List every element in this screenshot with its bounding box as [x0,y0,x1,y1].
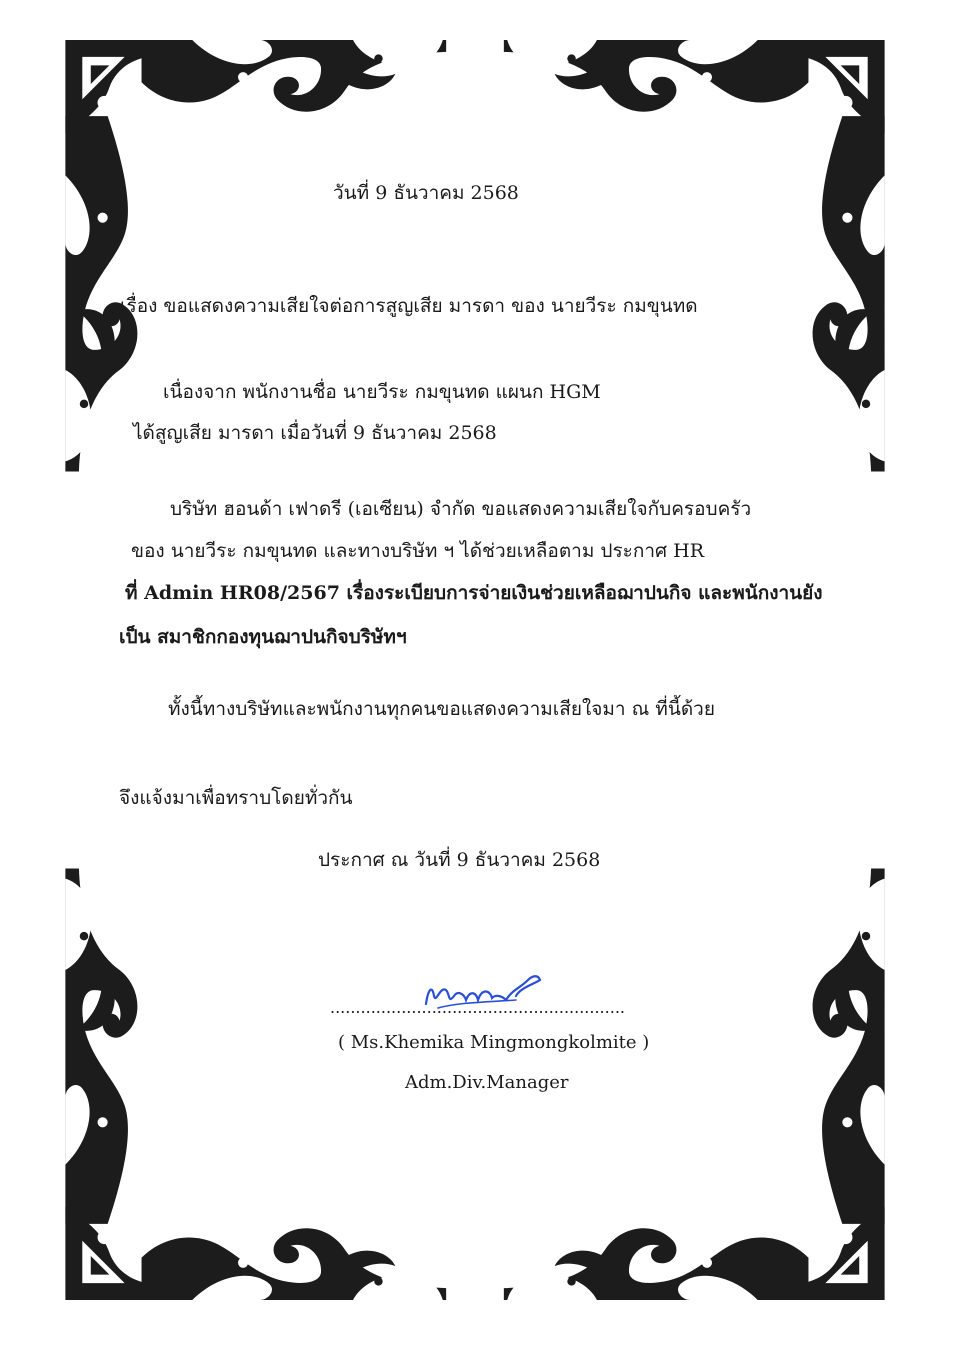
announcement-date: ประกาศ ณ วันที่ 9 ธันวาคม 2568 [318,849,601,871]
paragraph-1-line-1: เนื่องจาก พนักงานชื่อ นายวีระ กมขุนทด แผนก HGM [163,381,601,403]
closing-line: จึงแจ้งมาเพื่อทราบโดยทั่วกัน [119,787,353,809]
signer-name: ( Ms.Khemika Mingmongkolmite ) [338,1032,650,1053]
paragraph-2-line-2: ของ นายวีระ กมขุนทด และทางบริษัท ฯ ได้ช่วยเหลือตาม ประกาศ HR [131,540,705,562]
signature-line: .......................................................... [330,998,625,1017]
paragraph-3: ทั้งนี้ทางบริษัทและพนักงานทุกคนขอแสดงความเสียใจมา ณ ที่นี้ด้วย [168,698,715,720]
letter-subject: เรื่อง ขอแสดงความเสียใจต่อการสูญเสีย มารดา ของ นายวีระ กมขุนทด [120,295,698,317]
paragraph-2-line-4: เป็น สมาชิกกองทุนฌาปนกิจบริษัทฯ [119,626,407,648]
signer-title: Adm.Div.Manager [405,1072,569,1093]
thai-ornament-corner [480,40,900,480]
thai-ornament-corner [50,40,470,480]
letter-date: วันที่ 9 ธันวาคม 2568 [333,182,519,204]
paragraph-1-line-2: ได้สูญเสีย มารดา เมื่อวันที่ 9 ธันวาคม 2568 [133,422,497,444]
paragraph-2-line-1: บริษัท ฮอนด้า เฟาดรี (เอเซียน) จำกัด ขอแสดงความเสียใจกับครอบครัว [170,498,752,520]
paragraph-2-line-3: ที่ Admin HR08/2567 เรื่องระเบียบการจ่ายเงินช่วยเหลือฌาปนกิจ และพนักงานยัง [125,582,823,604]
